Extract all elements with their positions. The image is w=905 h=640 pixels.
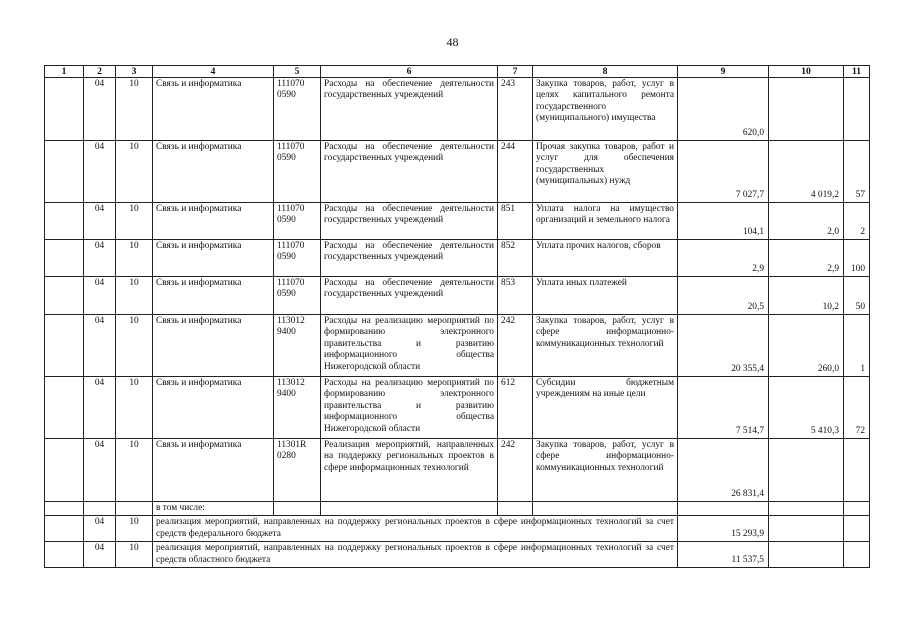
expense-type-name: Закупка товаров, работ, услуг в сфере информационно-коммуникационных технологий xyxy=(533,315,678,377)
table-row xyxy=(45,141,870,203)
expense-type-name: Субсидии бюджетным учреждениям на иные цели xyxy=(533,377,678,439)
section-name: Связь и информатика xyxy=(153,439,274,502)
section-code: 04 xyxy=(84,240,116,277)
section-code: 04 xyxy=(84,203,116,240)
code-part-1: 111070 xyxy=(277,278,305,288)
table-row xyxy=(45,240,870,277)
subsection-code: 10 xyxy=(116,141,153,203)
percent xyxy=(844,78,870,141)
page-number: 48 xyxy=(446,35,459,49)
expense-name: Расходы на реализацию мероприятий по формированию электронного правительства и развитию информационного общества Нижегородской области xyxy=(321,377,498,439)
empty-cell xyxy=(769,542,844,568)
section-name: Связь и информатика xyxy=(153,315,274,377)
empty-cell xyxy=(116,502,153,516)
actual-amount: 10,2 xyxy=(769,277,844,315)
code-part-2: 9400 xyxy=(277,389,296,400)
empty-cell xyxy=(45,141,84,203)
target-article-code xyxy=(274,439,321,502)
empty-cell xyxy=(45,439,84,502)
empty-cell xyxy=(498,502,533,516)
subsection-code: 10 xyxy=(116,203,153,240)
subsection-code: 10 xyxy=(116,516,153,542)
expense-type-code: 244 xyxy=(498,141,533,203)
expense-type-name: Уплата налога на имущество организаций и земельного налога xyxy=(533,203,678,240)
expense-type-name: Уплата иных платежей xyxy=(533,277,678,315)
expense-type-name: Закупка товаров, работ, услуг в целях капитального ремонта государственного (муниципального) имущества xyxy=(533,78,678,141)
section-code: 04 xyxy=(84,277,116,315)
subsection-code: 10 xyxy=(116,78,153,141)
expense-type-code: 853 xyxy=(498,277,533,315)
code-part-2: 9400 xyxy=(277,327,296,338)
code-part-1: 113012 xyxy=(277,378,305,388)
table-row xyxy=(45,277,870,315)
expense-name: Расходы на обеспечение деятельности государственных учреждений xyxy=(321,141,498,203)
actual-amount: 2,0 xyxy=(769,203,844,240)
expense-name: Расходы на обеспечение деятельности государственных учреждений xyxy=(321,277,498,315)
expense-type-name: Закупка товаров, работ, услуг в сфере информационно-коммуникационных технологий xyxy=(533,439,678,502)
empty-cell xyxy=(45,516,84,542)
code-part-1: 111070 xyxy=(277,241,305,251)
expense-type-code: 852 xyxy=(498,240,533,277)
table-row xyxy=(45,315,870,377)
empty-cell xyxy=(45,277,84,315)
subsection-code: 10 xyxy=(116,315,153,377)
percent: 1 xyxy=(844,315,870,377)
percent: 100 xyxy=(844,240,870,277)
subsection-code: 10 xyxy=(116,240,153,277)
budget-table xyxy=(44,65,870,568)
sub-row-description: реализация мероприятий, направленных на поддержку региональных проектов в сфере информационных технологий за счет средств областного бюджета xyxy=(153,542,678,568)
column-header: 9 xyxy=(678,66,769,78)
planned-amount: 15 293,9 xyxy=(678,516,769,542)
column-header: 1 xyxy=(45,66,84,78)
subsection-code: 10 xyxy=(116,542,153,568)
column-header: 8 xyxy=(533,66,678,78)
empty-cell xyxy=(844,502,870,516)
code-part-1: 111070 xyxy=(277,79,305,89)
target-article-code xyxy=(274,203,321,240)
percent: 72 xyxy=(844,377,870,439)
planned-amount: 620,0 xyxy=(678,78,769,141)
actual-amount: 260,0 xyxy=(769,315,844,377)
column-header: 6 xyxy=(321,66,498,78)
sub-row xyxy=(45,542,870,568)
target-article-code xyxy=(274,78,321,141)
actual-amount: 2,9 xyxy=(769,240,844,277)
code-part-1: 113012 xyxy=(277,316,305,326)
empty-cell xyxy=(45,502,84,516)
expense-name: Реализация мероприятий, направленных на поддержку региональных проектов в сфере информационных технологий xyxy=(321,439,498,502)
empty-cell xyxy=(274,502,321,516)
section-code: 04 xyxy=(84,439,116,502)
section-name: Связь и информатика xyxy=(153,78,274,141)
target-article-code xyxy=(274,377,321,439)
section-code: 04 xyxy=(84,315,116,377)
sub-row xyxy=(45,516,870,542)
table-row xyxy=(45,439,870,502)
target-article-code xyxy=(274,240,321,277)
code-part-2: 0590 xyxy=(277,153,296,164)
column-header: 4 xyxy=(153,66,274,78)
column-header: 10 xyxy=(769,66,844,78)
empty-cell xyxy=(45,78,84,141)
target-article-code xyxy=(274,277,321,315)
planned-amount: 7 514,7 xyxy=(678,377,769,439)
empty-cell xyxy=(84,502,116,516)
percent: 50 xyxy=(844,277,870,315)
empty-cell xyxy=(844,542,870,568)
expense-type-name: Прочая закупка товаров, работ и услуг для обеспечения государственных (муниципальных) нужд xyxy=(533,141,678,203)
empty-cell xyxy=(45,203,84,240)
section-code: 04 xyxy=(84,377,116,439)
empty-cell xyxy=(45,315,84,377)
subsection-code: 10 xyxy=(116,377,153,439)
header-row xyxy=(45,66,870,78)
target-article-code xyxy=(274,315,321,377)
section-code: 04 xyxy=(84,78,116,141)
planned-amount: 20,5 xyxy=(678,277,769,315)
percent: 57 xyxy=(844,141,870,203)
column-header: 2 xyxy=(84,66,116,78)
actual-amount xyxy=(769,78,844,141)
code-part-2: 0590 xyxy=(277,215,296,226)
percent xyxy=(844,439,870,502)
column-header: 5 xyxy=(274,66,321,78)
column-header: 7 xyxy=(498,66,533,78)
code-part-2: 0280 xyxy=(277,451,296,462)
empty-cell xyxy=(45,542,84,568)
section-code: 04 xyxy=(84,542,116,568)
empty-cell xyxy=(769,516,844,542)
subsection-code: 10 xyxy=(116,439,153,502)
expense-type-code: 242 xyxy=(498,315,533,377)
expense-type-code: 243 xyxy=(498,78,533,141)
column-header: 3 xyxy=(116,66,153,78)
column-header: 11 xyxy=(844,66,870,78)
actual-amount: 5 410,3 xyxy=(769,377,844,439)
section-name: Связь и информатика xyxy=(153,203,274,240)
actual-amount: 4 019,2 xyxy=(769,141,844,203)
including-label: в том числе: xyxy=(153,502,274,516)
empty-cell xyxy=(678,502,769,516)
actual-amount xyxy=(769,439,844,502)
expense-name: Расходы на обеспечение деятельности государственных учреждений xyxy=(321,78,498,141)
expense-name: Расходы на реализацию мероприятий по формированию электронного правительства и развитию информационного общества Нижегородской области xyxy=(321,315,498,377)
empty-cell xyxy=(769,502,844,516)
section-name: Связь и информатика xyxy=(153,240,274,277)
planned-amount: 20 355,4 xyxy=(678,315,769,377)
empty-cell xyxy=(533,502,678,516)
planned-amount: 104,1 xyxy=(678,203,769,240)
code-part-1: 111070 xyxy=(277,142,305,152)
planned-amount: 7 027,7 xyxy=(678,141,769,203)
section-name: Связь и информатика xyxy=(153,141,274,203)
expense-type-code: 242 xyxy=(498,439,533,502)
expense-type-name: Уплата прочих налогов, сборов xyxy=(533,240,678,277)
planned-amount: 26 831,4 xyxy=(678,439,769,502)
table-row xyxy=(45,203,870,240)
planned-amount: 11 537,5 xyxy=(678,542,769,568)
expense-type-code: 851 xyxy=(498,203,533,240)
subsection-code: 10 xyxy=(116,277,153,315)
expense-type-code: 612 xyxy=(498,377,533,439)
code-part-1: 11301R xyxy=(277,440,307,450)
section-code: 04 xyxy=(84,516,116,542)
empty-cell xyxy=(45,240,84,277)
sub-row-description: реализация мероприятий, направленных на поддержку региональных проектов в сфере информационных технологий за счет средств федерального бюджета xyxy=(153,516,678,542)
expense-name: Расходы на обеспечение деятельности государственных учреждений xyxy=(321,203,498,240)
section-code: 04 xyxy=(84,141,116,203)
code-part-2: 0590 xyxy=(277,90,296,101)
empty-cell xyxy=(45,377,84,439)
empty-cell xyxy=(321,502,498,516)
planned-amount: 2,9 xyxy=(678,240,769,277)
empty-cell xyxy=(844,516,870,542)
percent: 2 xyxy=(844,203,870,240)
target-article-code xyxy=(274,141,321,203)
code-part-1: 111070 xyxy=(277,204,305,214)
expense-name: Расходы на обеспечение деятельности государственных учреждений xyxy=(321,240,498,277)
section-name: Связь и информатика xyxy=(153,277,274,315)
table-row xyxy=(45,78,870,141)
code-part-2: 0590 xyxy=(277,252,296,263)
section-name: Связь и информатика xyxy=(153,377,274,439)
including-row xyxy=(45,502,870,516)
code-part-2: 0590 xyxy=(277,289,296,300)
table-row xyxy=(45,377,870,439)
